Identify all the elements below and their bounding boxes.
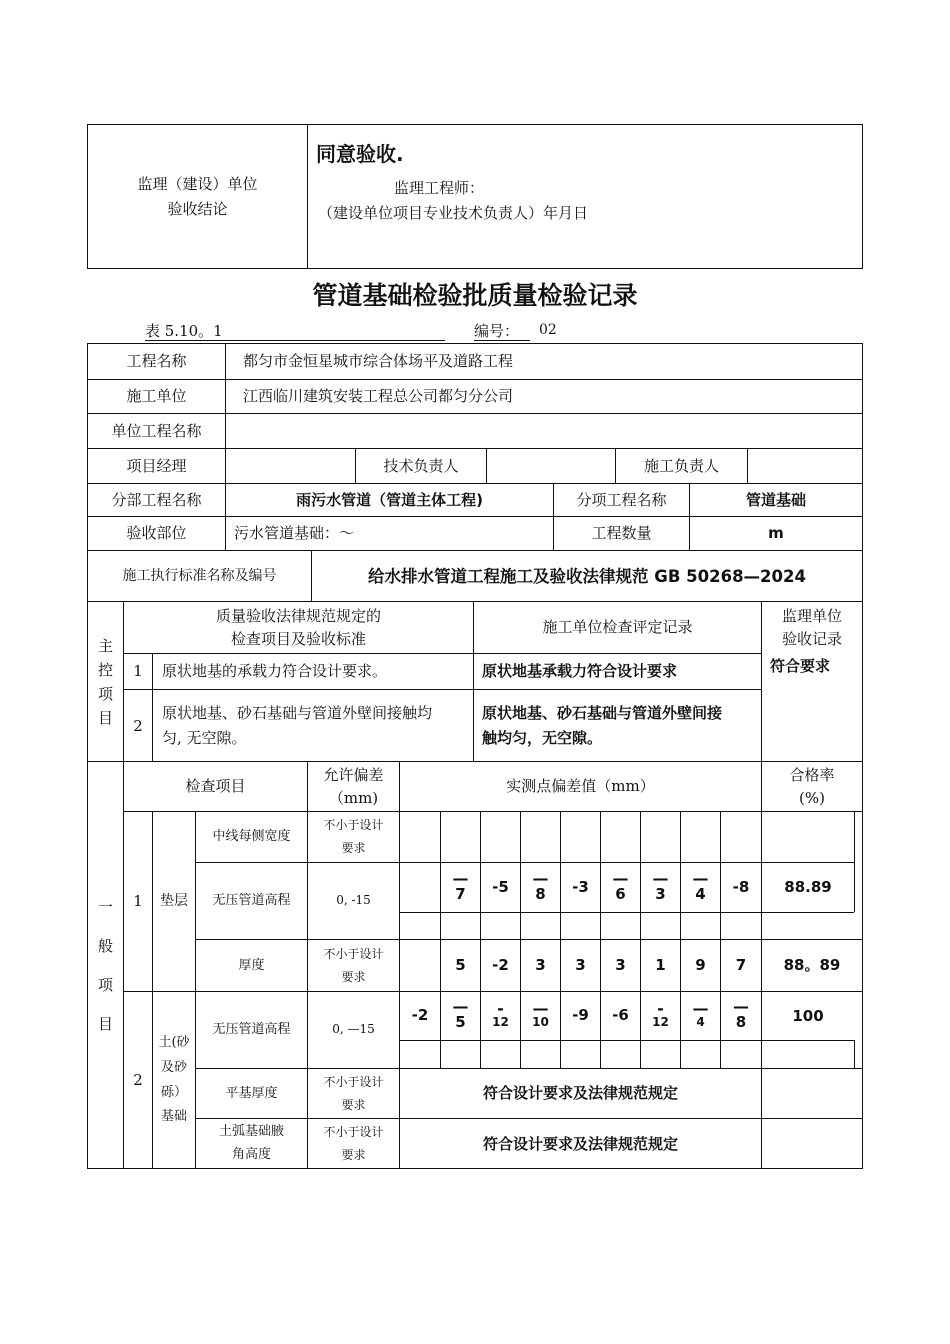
subitem-value: 管道基础	[745, 490, 806, 509]
site-lead-label: 施工负责人	[643, 456, 719, 475]
main-item-1-eval: 原状地基承载力符合设计要求	[482, 662, 678, 681]
manager-label: 项目经理	[126, 456, 187, 475]
g2-row1-tol: 0, —15	[332, 1022, 375, 1037]
g2-row1-value: - 12	[652, 999, 669, 1030]
serial-value: 02	[539, 322, 557, 338]
g1-row1-item: 中线每侧宽度	[212, 829, 291, 845]
main-control-std-header: 质量验收法律规范规定的 检查项目及验收标准	[215, 607, 381, 648]
group2-name: 土(砂 及砂 砾） 基础	[158, 1035, 190, 1125]
g1-row3-value: 5	[455, 956, 466, 975]
g1-row3-value: 3	[575, 956, 586, 975]
contractor-label: 施工单位	[126, 387, 187, 406]
location-value: 污水管道基础：～	[234, 524, 355, 543]
g1-row2-tol: 0, -15	[336, 893, 371, 908]
quantity-label: 工程数量	[591, 524, 652, 543]
main-item-1-sup: 符合要求	[770, 657, 831, 675]
supervision-label: 监理（建设）单位 验收结论	[137, 174, 258, 218]
main-control-eval-header: 施工单位检查评定记录	[542, 618, 693, 637]
g1-row3-value: 1	[655, 956, 666, 975]
g2-row3-note: 符合设计要求及法律规范规定	[482, 1134, 678, 1153]
group1-name: 垫层	[160, 892, 188, 909]
division-value: 雨污水管道（管道主体工程)	[296, 490, 483, 509]
g2-row2-item: 平基厚度	[225, 1085, 278, 1101]
g1-row3-rate: 88。89	[783, 956, 841, 975]
general-measured-header: 实测点偏差值（mm）	[506, 777, 655, 796]
group2-no: 2	[133, 1071, 143, 1090]
g1-row3-value	[400, 940, 440, 991]
project-name-value: 都匀市金恒星城市综合体场平及道路工程	[243, 352, 514, 371]
g2-row1-value: — 5	[452, 997, 469, 1032]
main-item-2-text: 原状地基、砂石基础与管道外壁间接触均 匀, 无空隙。	[162, 704, 433, 747]
standard-value: 给水排水管道工程施工及验收法律规范 GB 50268—2024	[368, 566, 806, 586]
main-control-sup-header: 监理单位 验收记录	[781, 607, 842, 648]
g2-row1-rate: 100	[792, 1006, 824, 1025]
g2-row3-tol: 不小于设计 要求	[323, 1125, 384, 1162]
g1-row2-rate: 88.89	[784, 878, 832, 897]
g1-row3-value: 9	[695, 956, 706, 975]
g1-row2-value: -8	[732, 877, 750, 896]
g2-row1-value: — 10	[532, 999, 549, 1030]
g1-row2-value: — 8	[532, 868, 549, 903]
g1-row3-tol: 不小于设计 要求	[323, 946, 384, 984]
contractor-value: 江西临川建筑安装工程总公司都匀分公司	[243, 387, 514, 406]
engineer-label: 监理工程师：	[394, 179, 485, 197]
g1-row3-value: 3	[535, 956, 546, 975]
g2-row1-item: 无压管道高程	[212, 1022, 291, 1038]
general-section-label: 一 般 项 目	[97, 897, 113, 1033]
g2-row1-value: — 8	[733, 997, 749, 1032]
project-name-label: 工程名称	[126, 352, 187, 371]
g1-row2-value: — 7	[452, 868, 469, 903]
g2-row3-item: 土弧基础腋 角高度	[218, 1124, 284, 1162]
tech-person-label: （建设单位项目专业技术负责人）年月日	[318, 204, 589, 222]
general-tol-header: 允许偏差 （mm)	[323, 766, 384, 807]
g2-row1-value: -6	[612, 1006, 629, 1025]
g1-row2-value: — 4	[692, 868, 709, 903]
g2-row2-tol: 不小于设计 要求	[323, 1074, 384, 1112]
g1-row3-value: 3	[615, 956, 626, 975]
page-title: 管道基础检验批质量检验记录	[312, 281, 638, 310]
serial-label: 编号：	[474, 322, 520, 340]
g1-row2-value: -5	[492, 877, 509, 896]
general-rate-header: 合格率 (%)	[789, 766, 835, 807]
main-item-2-no: 2	[133, 716, 143, 735]
g1-row2-value: — 6	[612, 868, 629, 903]
g1-row2-value: -3	[572, 877, 589, 896]
unit-project-label: 单位工程名称	[111, 421, 202, 440]
g1-row2-item: 无压管道高程	[212, 893, 291, 909]
g1-row2-value	[400, 863, 440, 912]
subitem-label: 分项工程名称	[576, 490, 667, 509]
conclusion-text: 同意验收.	[316, 142, 404, 166]
g2-row1-value: -9	[572, 1006, 589, 1025]
table-number: 表 5.10。1	[145, 322, 223, 340]
g2-row1-value: — 4	[692, 999, 709, 1030]
g1-row1-tol: 不小于设计 要求	[323, 818, 384, 855]
general-item-header: 检查项目	[185, 777, 246, 796]
main-item-1-no: 1	[133, 662, 143, 681]
group1-no: 1	[133, 892, 143, 911]
g2-row2-note: 符合设计要求及法律规范规定	[482, 1084, 678, 1103]
main-item-2-eval: 原状地基、砂石基础与管道外壁间接 触均匀，无空隙。	[482, 704, 723, 747]
g1-row3-item: 厚度	[238, 957, 265, 973]
tech-lead-label: 技术负责人	[383, 456, 459, 475]
location-label: 验收部位	[126, 524, 187, 543]
division-label: 分部工程名称	[111, 490, 202, 509]
g1-row2-value: — 3	[652, 868, 669, 903]
g1-row3-value: -2	[492, 956, 509, 975]
g1-row3-value: 7	[735, 956, 747, 975]
main-control-section-label: 主 控 项 目	[97, 637, 113, 727]
main-item-1-text: 原状地基的承载力符合设计要求。	[162, 662, 388, 681]
g2-row1-value: - 12	[492, 999, 509, 1030]
standard-label: 施工执行标准名称及编号	[122, 567, 277, 584]
quantity-unit: m	[768, 524, 784, 543]
g2-row1-value: -2	[411, 1006, 429, 1025]
